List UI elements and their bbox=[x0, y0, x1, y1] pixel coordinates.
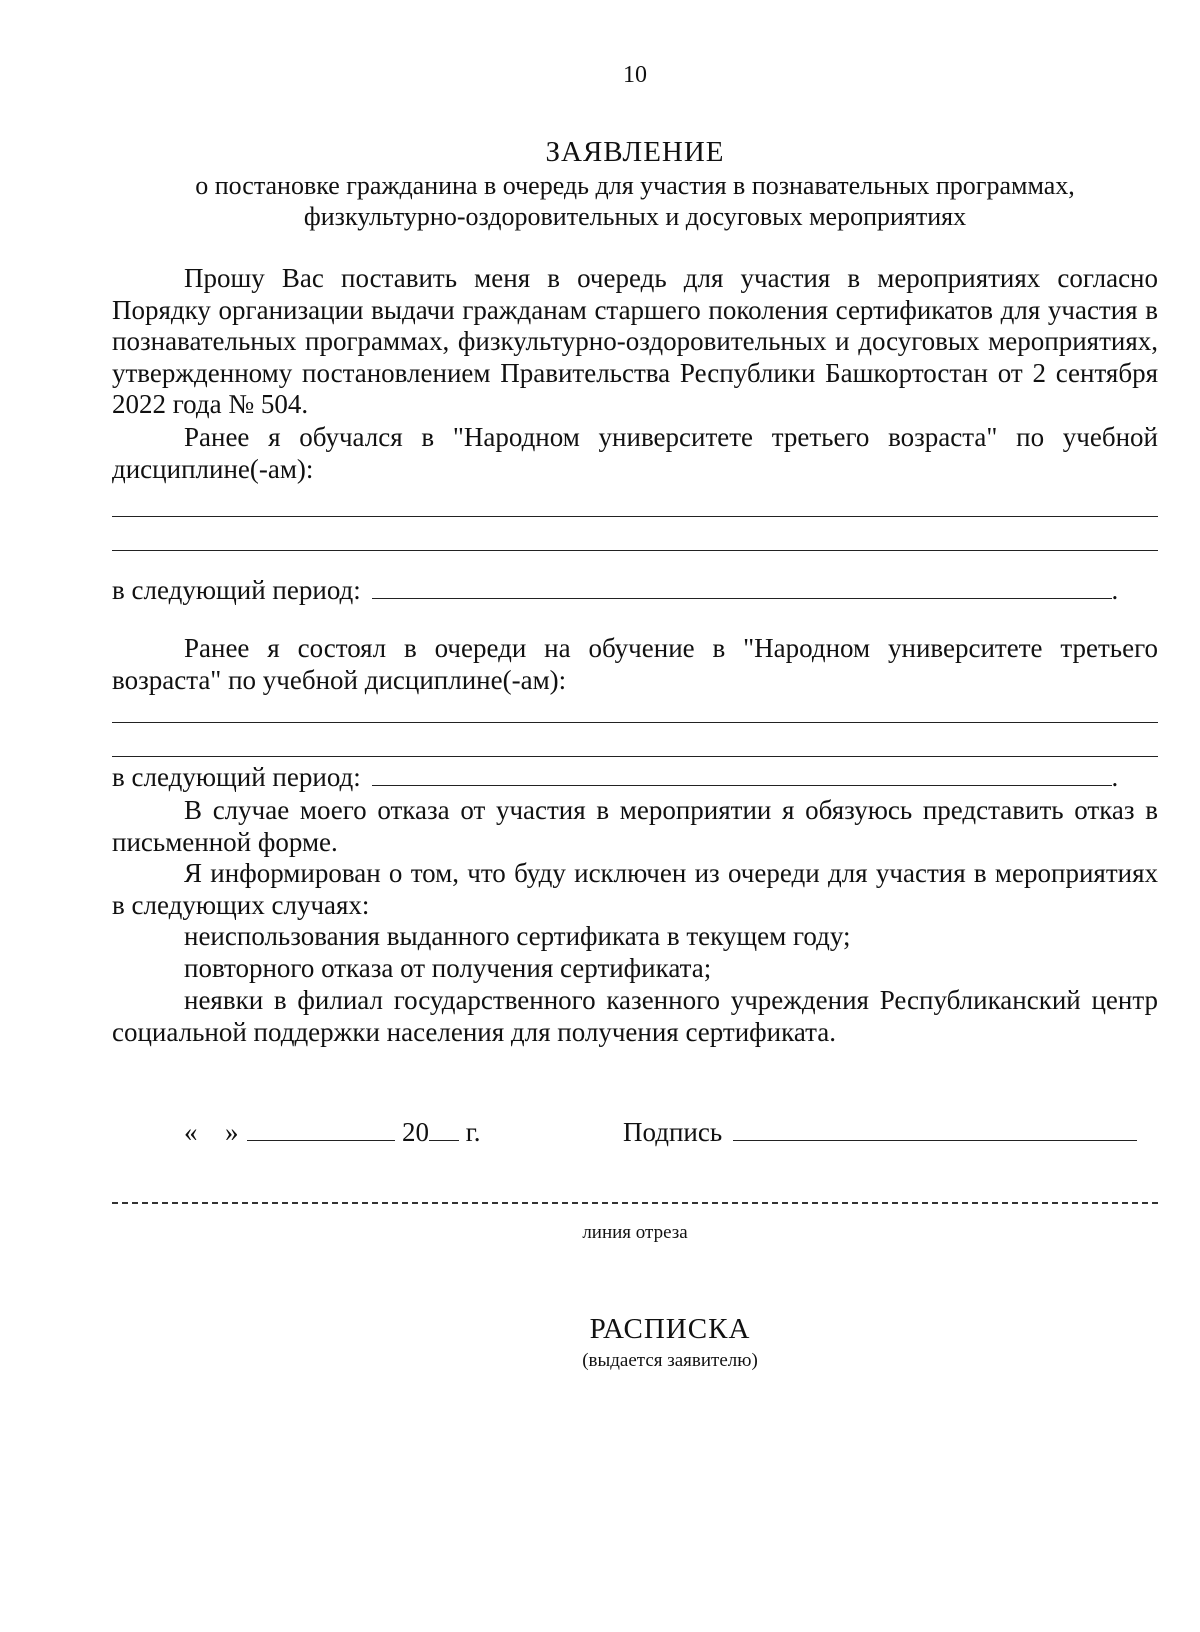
date-open-quote: « bbox=[184, 1117, 198, 1147]
previous-study-paragraph: Ранее я обучался в "Народном университете третьего возраста" по учебной дисциплине(-ам): bbox=[112, 422, 1158, 484]
page-number: 10 bbox=[623, 62, 647, 88]
period-dot: . bbox=[1111, 575, 1119, 605]
study-discipline-line-1[interactable] bbox=[112, 516, 1158, 517]
period-label: в следующий период: bbox=[112, 762, 361, 792]
exclusion-case-3: неявки в филиал государственного казенного учреждения Республиканский центр социальной поддержки населения для получения сертификата. bbox=[112, 985, 1158, 1047]
date-year-suffix: г. bbox=[465, 1117, 481, 1147]
date-year-field[interactable] bbox=[429, 1118, 459, 1141]
signature-field[interactable] bbox=[733, 1118, 1137, 1141]
period-row-1 bbox=[112, 575, 1158, 607]
receipt-subtitle: (выдается заявителю) bbox=[582, 1350, 758, 1371]
date-close-quote: » bbox=[225, 1117, 239, 1147]
exclusion-case-2: повторного отказа от получения сертификата; bbox=[184, 953, 712, 983]
refusal-paragraph: В случае моего отказа от участия в мероприятии я обязуюсь представить отказ в письменной форме. bbox=[112, 795, 1158, 857]
request-paragraph: Прошу Вас поставить меня в очередь для участия в мероприятиях согласно Порядку организации выдачи гражданам старшего поколения сертификатов для участия в познавательных программах, физкультурно-оздоровительных и досуговых мероприятиях, утвержденному постановлением Правительства Республики Башкортостан от 2 сентября 2022 года № 504. bbox=[112, 263, 1158, 419]
period-label: в следующий период: bbox=[112, 575, 361, 605]
document-title: ЗАЯВЛЕНИЕ bbox=[545, 136, 725, 168]
cut-line bbox=[112, 1202, 1158, 1204]
period-field-2[interactable] bbox=[372, 763, 1112, 786]
date-month-field[interactable] bbox=[247, 1118, 395, 1141]
exclusion-case-1: неиспользования выданного сертификата в текущем году; bbox=[184, 921, 851, 951]
subtitle-line-1: о постановке гражданина в очередь для участия в познавательных программах, bbox=[195, 171, 1075, 200]
signature-row bbox=[623, 1117, 1137, 1149]
subtitle-line-2: физкультурно-оздоровительных и досуговых мероприятиях bbox=[303, 202, 967, 231]
date-year-prefix: 20 bbox=[402, 1117, 429, 1147]
study-discipline-line-2[interactable] bbox=[112, 550, 1158, 551]
period-field-1[interactable] bbox=[372, 576, 1112, 599]
queue-discipline-line-1[interactable] bbox=[112, 722, 1158, 723]
period-row-2 bbox=[112, 762, 1158, 794]
period-dot: . bbox=[1111, 762, 1119, 792]
previous-queue-paragraph: Ранее я состоял в очереди на обучение в "Народном университете третьего возраста" по учебной дисциплине(-ам): bbox=[112, 633, 1158, 695]
queue-discipline-line-2[interactable] bbox=[112, 756, 1158, 757]
signature-label: Подпись bbox=[623, 1117, 723, 1147]
exclusion-paragraph: Я информирован о том, что буду исключен из очереди для участия в мероприятиях в следующих случаях: bbox=[112, 858, 1158, 920]
document-subtitle bbox=[112, 170, 1158, 232]
cut-line-label: линия отреза bbox=[582, 1222, 688, 1243]
date-field bbox=[184, 1117, 481, 1149]
receipt-title: РАСПИСКА bbox=[589, 1313, 751, 1345]
